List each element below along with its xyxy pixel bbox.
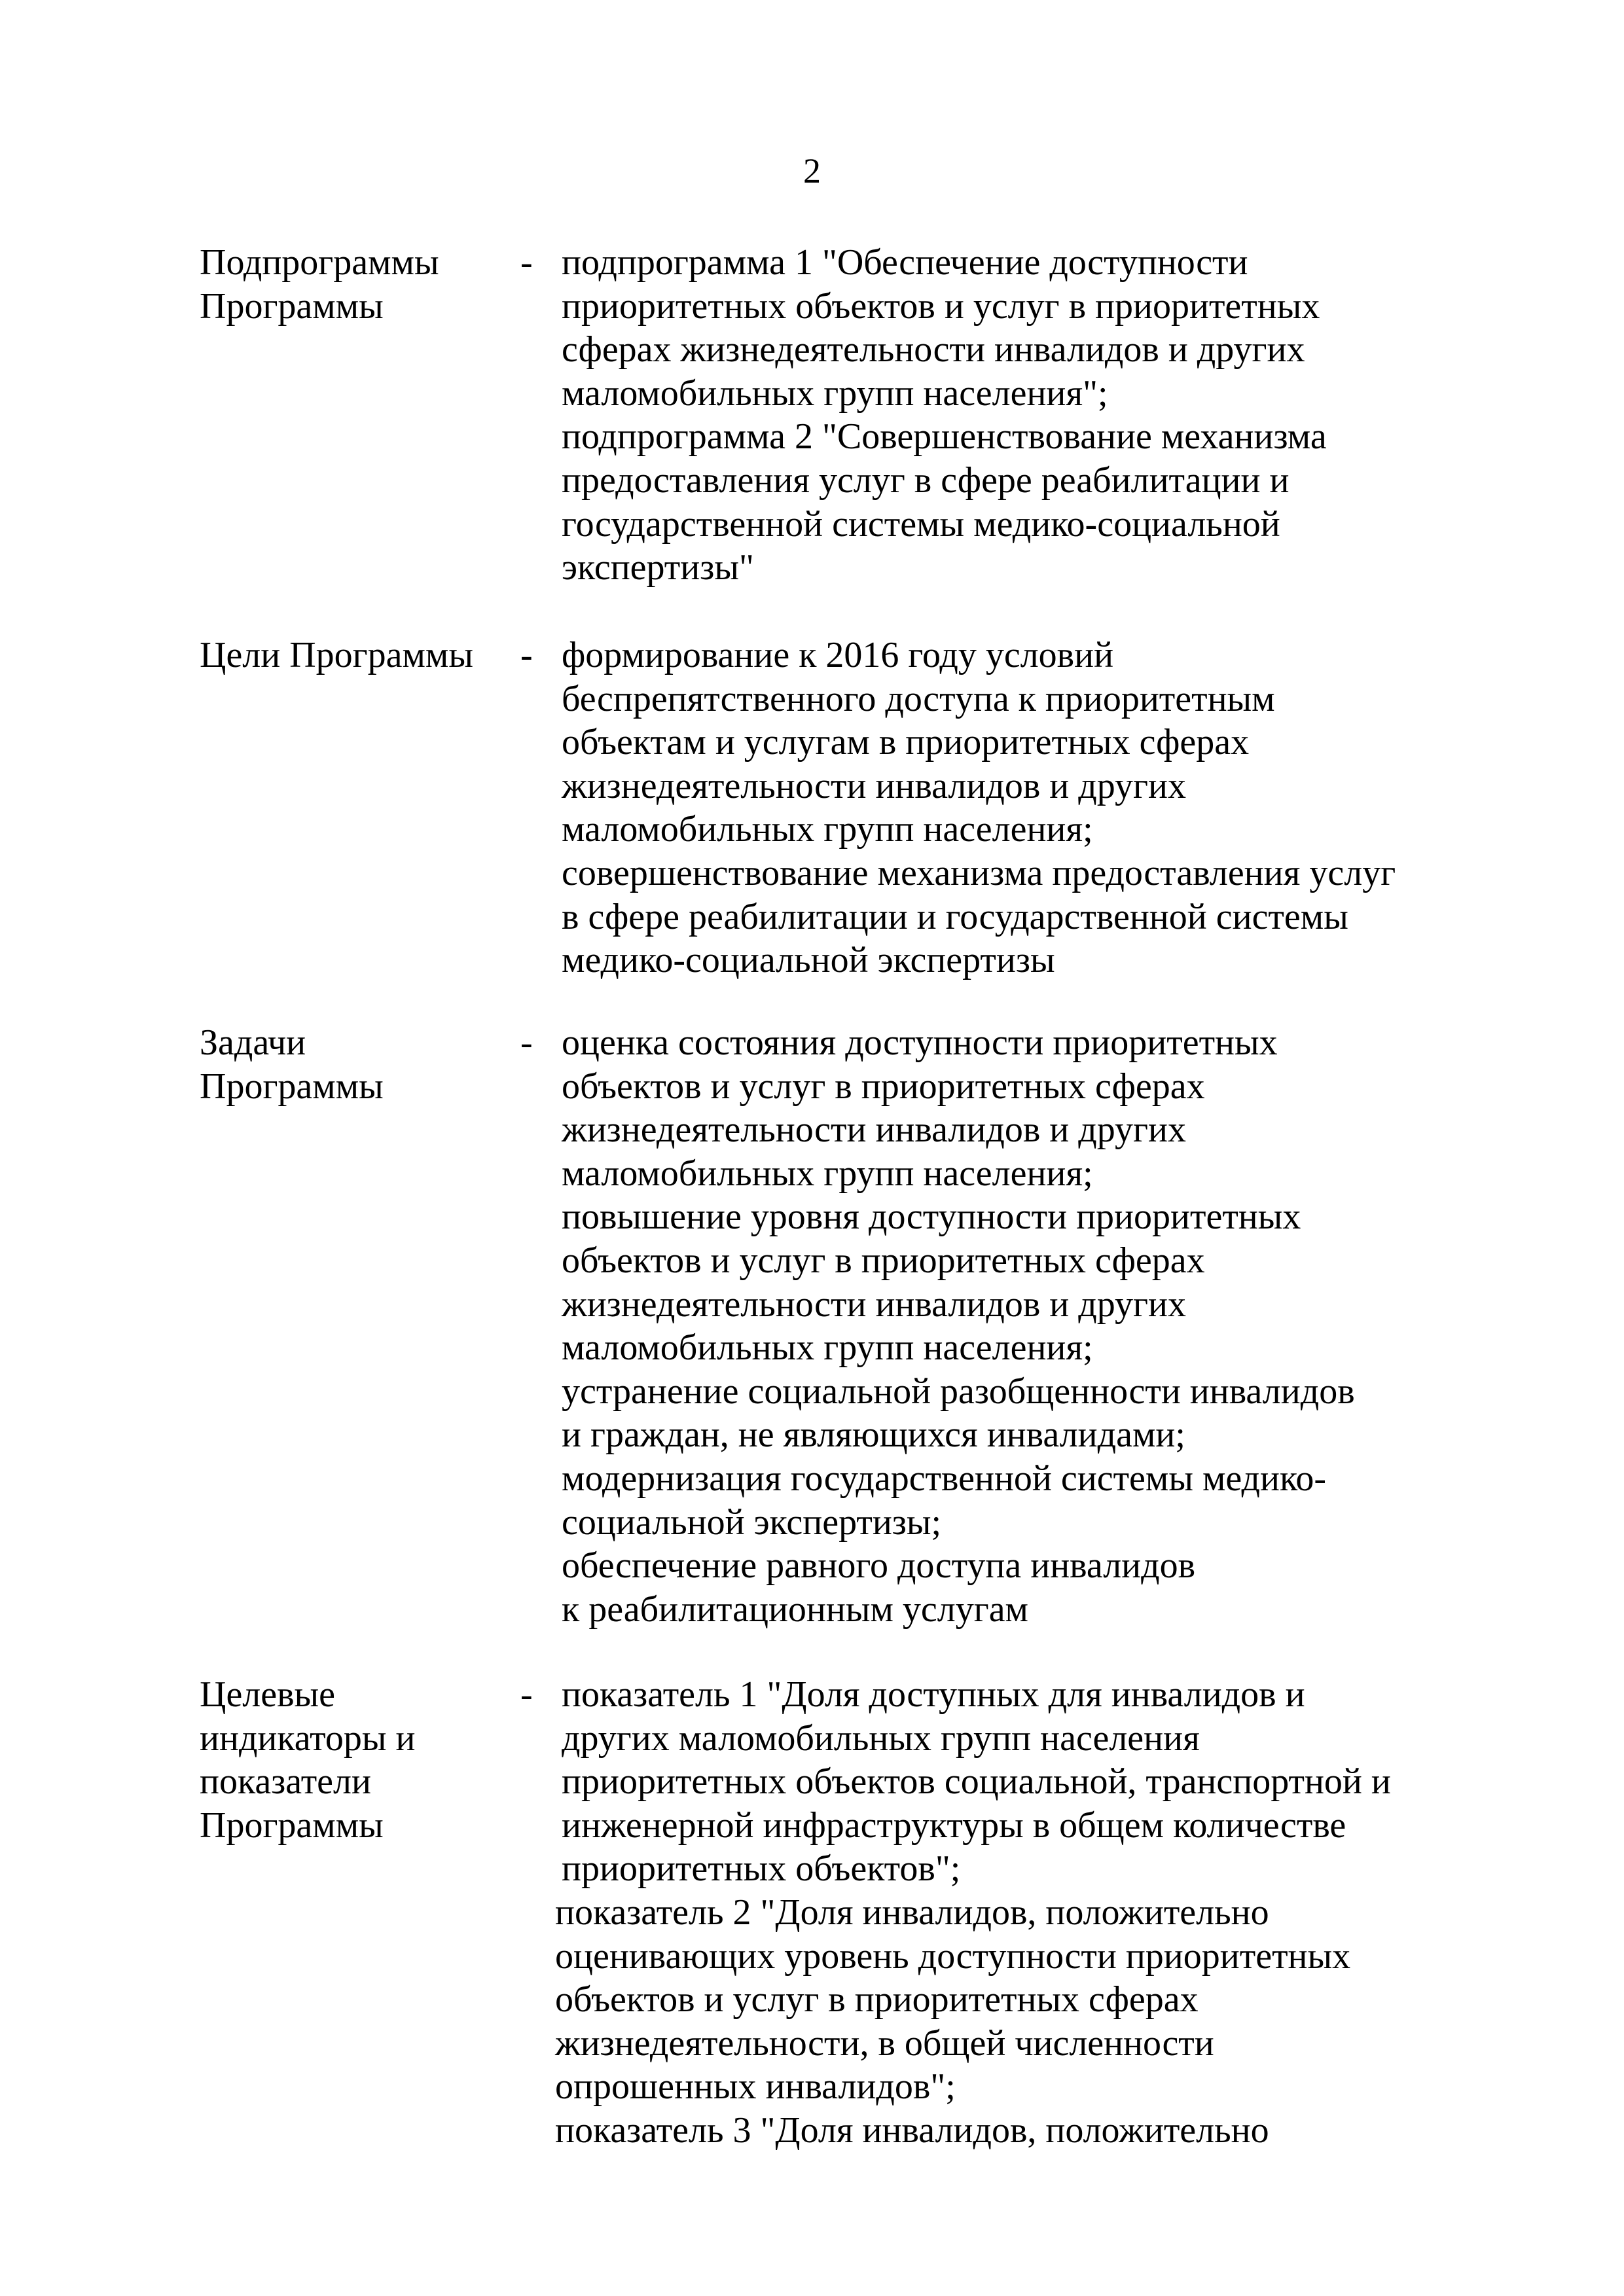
- content-line: социальной экспертизы;: [562, 1501, 942, 1543]
- row-content: [562, 241, 1543, 590]
- label-line: Программы: [200, 285, 384, 327]
- content-line: совершенствование механизма предоставления услуг: [562, 852, 1396, 893]
- content-line: к реабилитационным услугам: [562, 1588, 1028, 1630]
- content-line: опрошенных инвалидов";: [555, 2066, 956, 2108]
- content-line: объектов и услуг в приоритетных сферах: [562, 1240, 1205, 1281]
- label-line: Цели Программы: [200, 635, 473, 675]
- label-line: показатели: [200, 1761, 371, 1803]
- content-line: обеспечение равного доступа инвалидов: [562, 1545, 1196, 1587]
- content-line: маломобильных групп населения";: [562, 372, 1108, 414]
- content-line: показатель 3 "Доля инвалидов, положительно: [555, 2109, 1269, 2151]
- content-line: подпрограмма 2 "Совершенствование механизма: [562, 416, 1327, 457]
- content-line: модернизация государственной системы медико-: [562, 1458, 1326, 1499]
- content-line: объектов и услуг в приоритетных сферах: [555, 1979, 1199, 2020]
- content-line: других маломобильных групп населения: [562, 1717, 1200, 1759]
- row-content: [555, 1673, 1543, 2153]
- content-line: оценивающих уровень доступности приоритетных: [555, 1935, 1351, 1977]
- separator-dash: -: [520, 1674, 533, 1715]
- content-line: маломобильных групп населения;: [562, 1327, 1093, 1369]
- content-line: формирование к 2016 году условий: [562, 635, 1114, 675]
- content-line: подпрограмма 1 "Обеспечение доступности: [562, 242, 1248, 283]
- content-line: медико-социальной экспертизы: [562, 940, 1055, 981]
- label-line: Целевые: [200, 1674, 336, 1715]
- separator-dash: -: [520, 635, 533, 675]
- separator-dash: -: [520, 1022, 533, 1063]
- label-line: Подпрограммы: [200, 242, 439, 283]
- content-line: показатель 1 "Доля доступных для инвалидов и: [562, 1674, 1305, 1715]
- content-line: жизнедеятельности инвалидов и других: [562, 1109, 1186, 1151]
- row-label: [200, 1021, 507, 1108]
- content-line: предоставления услуг в сфере реабилитации и: [562, 459, 1290, 501]
- content-line: жизнедеятельности, в общей численности: [555, 2022, 1214, 2064]
- content-line: приоритетных объектов и услуг в приоритетных: [562, 285, 1320, 327]
- label-line: Задачи: [200, 1022, 306, 1063]
- label-line: индикаторы и: [200, 1717, 416, 1759]
- content-line: государственной системы медико-социальной: [562, 503, 1280, 545]
- label-line: Программы: [200, 1066, 384, 1107]
- content-line: жизнедеятельности инвалидов и других: [562, 765, 1186, 806]
- content-line: объектов и услуг в приоритетных сферах: [562, 1066, 1205, 1107]
- content-line: жизнедеятельности инвалидов и других: [562, 1283, 1186, 1325]
- content-line: оценка состояния доступности приоритетных: [562, 1022, 1278, 1063]
- content-line: сферах жизнедеятельности инвалидов и других: [562, 329, 1305, 370]
- row-label: [200, 241, 507, 328]
- content-line: повышение уровня доступности приоритетных: [562, 1196, 1301, 1238]
- content-line: маломобильных групп населения;: [562, 1153, 1093, 1194]
- content-line: приоритетных объектов";: [562, 1848, 961, 1890]
- label-line: Программы: [200, 1804, 384, 1846]
- content-line: экспертизы": [562, 547, 754, 588]
- content-line: показатель 2 "Доля инвалидов, положительно: [555, 1892, 1269, 1933]
- content-line: приоритетных объектов социальной, транспортной и: [562, 1761, 1391, 1803]
- row-label: [200, 1673, 507, 1847]
- content-line: в сфере реабилитации и государственной системы: [562, 896, 1348, 937]
- content-line: объектам и услугам в приоритетных сферах: [562, 722, 1250, 763]
- content-line: маломобильных групп населения;: [562, 809, 1093, 850]
- content-line: устранение социальной разобщенности инвалидов: [562, 1371, 1355, 1412]
- row-content: [562, 1021, 1543, 1631]
- page-number: 2: [803, 151, 821, 190]
- content-line: беспрепятственного доступа к приоритетным: [562, 678, 1275, 719]
- separator-dash: -: [520, 242, 533, 283]
- row-content: [562, 634, 1543, 982]
- row-label: [200, 634, 507, 677]
- content-line: и граждан, не являющихся инвалидами;: [562, 1414, 1185, 1456]
- content-line: инженерной инфраструктуры в общем количестве: [562, 1804, 1346, 1846]
